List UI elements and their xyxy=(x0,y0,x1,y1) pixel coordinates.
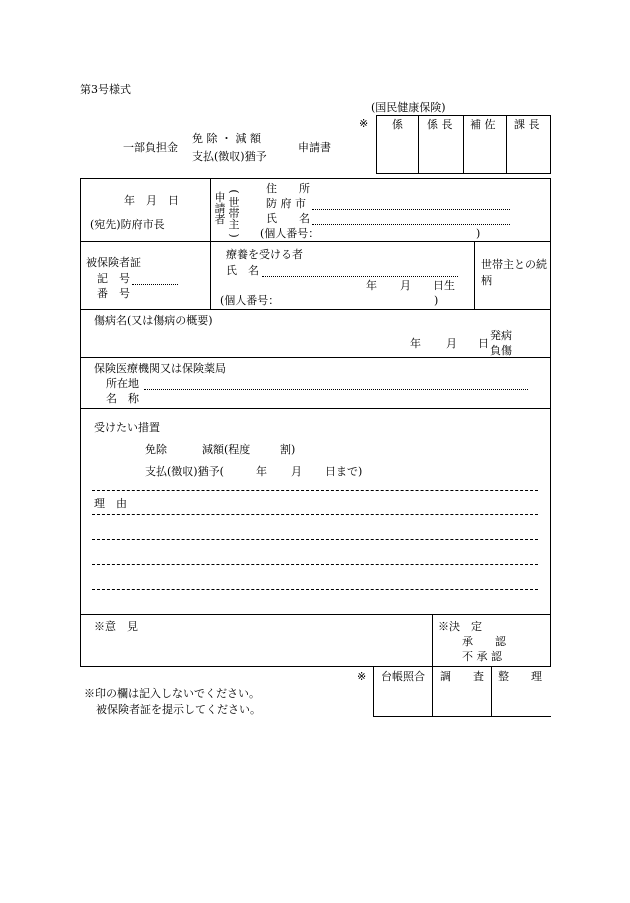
applicant-personal-number-label: (個人番号： xyxy=(260,227,320,240)
location-field[interactable] xyxy=(144,389,528,390)
address-label: 住 所 xyxy=(266,182,310,195)
institution-label: 保険医療機関又は保険薬局 xyxy=(94,362,226,375)
institution-name-label: 名 称 xyxy=(106,392,139,405)
applicant-name-label: 氏 名 xyxy=(266,212,310,225)
illness-label: 傷病名(又は傷病の概要) xyxy=(94,314,213,327)
measures-label: 受けたい措置 xyxy=(94,421,160,434)
approval-col-chief: 係 長 xyxy=(427,118,453,131)
reason-line-1[interactable] xyxy=(92,514,538,515)
disapprove-option[interactable]: 不 承 認 xyxy=(462,650,502,663)
applicant-label: 申請者 xyxy=(214,191,226,226)
illness-month-label: 月 xyxy=(446,337,457,350)
applicant-personal-number-close: ) xyxy=(476,227,481,240)
reduction-option[interactable]: 減額(程度 xyxy=(202,443,251,456)
note-2: 被保険者証を提示してください。 xyxy=(96,703,261,716)
approval-col-assistant: 補 佐 xyxy=(470,118,496,131)
approval-col-manager: 課 長 xyxy=(514,118,540,131)
approval-mark: ※ xyxy=(359,117,369,130)
form-top-border xyxy=(80,178,551,179)
patient-label: 療養を受ける者 xyxy=(226,248,303,261)
opinion-label: ※意 見 xyxy=(94,620,138,633)
illness-year-label: 年 xyxy=(410,337,421,350)
patient-name-field[interactable] xyxy=(262,276,458,277)
application-date: 年 月 日 xyxy=(124,194,179,207)
onset-label: 発病 xyxy=(490,329,512,342)
processing-mark: ※ xyxy=(357,670,367,683)
note-1: ※印の欄は記入しないでください。 xyxy=(84,687,260,700)
form-left-border xyxy=(80,178,81,667)
patient-personal-number-close: ) xyxy=(434,294,439,307)
approve-option[interactable]: 承 認 xyxy=(462,635,506,648)
symbol-field[interactable] xyxy=(132,284,178,285)
investigation-label: 調 査 xyxy=(440,670,484,683)
symbol-label: 記 号 xyxy=(97,272,130,285)
approval-col-staff: 係 xyxy=(392,118,403,131)
title-option-exempt-reduce: 免 除 ・ 減 額 xyxy=(192,132,261,145)
deferral-day-label: 日まで) xyxy=(325,465,363,478)
patient-personal-number-label: (個人番号： xyxy=(220,294,280,307)
location-label: 所在地 xyxy=(106,377,139,390)
arrangement-label: 整 理 xyxy=(498,670,542,683)
relation-label: 世帯主との続柄 xyxy=(481,258,547,287)
reduction-rate-unit: 割) xyxy=(280,443,296,456)
deferral-month-label: 月 xyxy=(291,465,302,478)
title-option-deferral: 支払(徴収)猶予 xyxy=(192,150,267,163)
patient-name-label: 氏 名 xyxy=(226,264,259,277)
deferral-year-label: 年 xyxy=(256,465,267,478)
decision-label: ※決 定 xyxy=(438,620,482,633)
birth-day-label: 日生 xyxy=(433,279,455,292)
insured-cert-label: 被保険者証 xyxy=(86,256,141,269)
insurance-type: (国民健康保険) xyxy=(371,101,446,114)
ledger-check-label: 台帳照合 xyxy=(381,670,425,683)
addressee: (宛先)防府市長 xyxy=(90,218,165,231)
form-number: 第3号様式 xyxy=(80,83,131,96)
address-field[interactable] xyxy=(312,209,510,210)
injury-label: 負傷 xyxy=(490,344,512,357)
deferral-option[interactable]: 支払(徴収)猶予( xyxy=(145,465,224,478)
city-label: 防 府 市 xyxy=(266,197,306,210)
illness-day-label: 日 xyxy=(478,337,489,350)
reason-label: 理 由 xyxy=(94,497,127,510)
processing-box-bottom xyxy=(373,716,551,717)
applicant-name-field[interactable] xyxy=(312,224,510,225)
title-suffix: 申請書 xyxy=(298,141,331,154)
form-bottom-border xyxy=(80,614,551,615)
reason-line-4[interactable] xyxy=(92,589,538,590)
title-prefix: 一部負担金 xyxy=(123,141,178,154)
number-label: 番 号 xyxy=(97,287,130,300)
head-of-household-label: ( 世帯主 ) xyxy=(227,189,241,238)
birth-year-label: 年 xyxy=(366,279,377,292)
reason-line-3[interactable] xyxy=(92,564,538,565)
form-right-border xyxy=(550,178,551,667)
birth-month-label: 月 xyxy=(400,279,411,292)
reason-line-2[interactable] xyxy=(92,539,538,540)
exemption-option[interactable]: 免除 xyxy=(145,443,167,456)
